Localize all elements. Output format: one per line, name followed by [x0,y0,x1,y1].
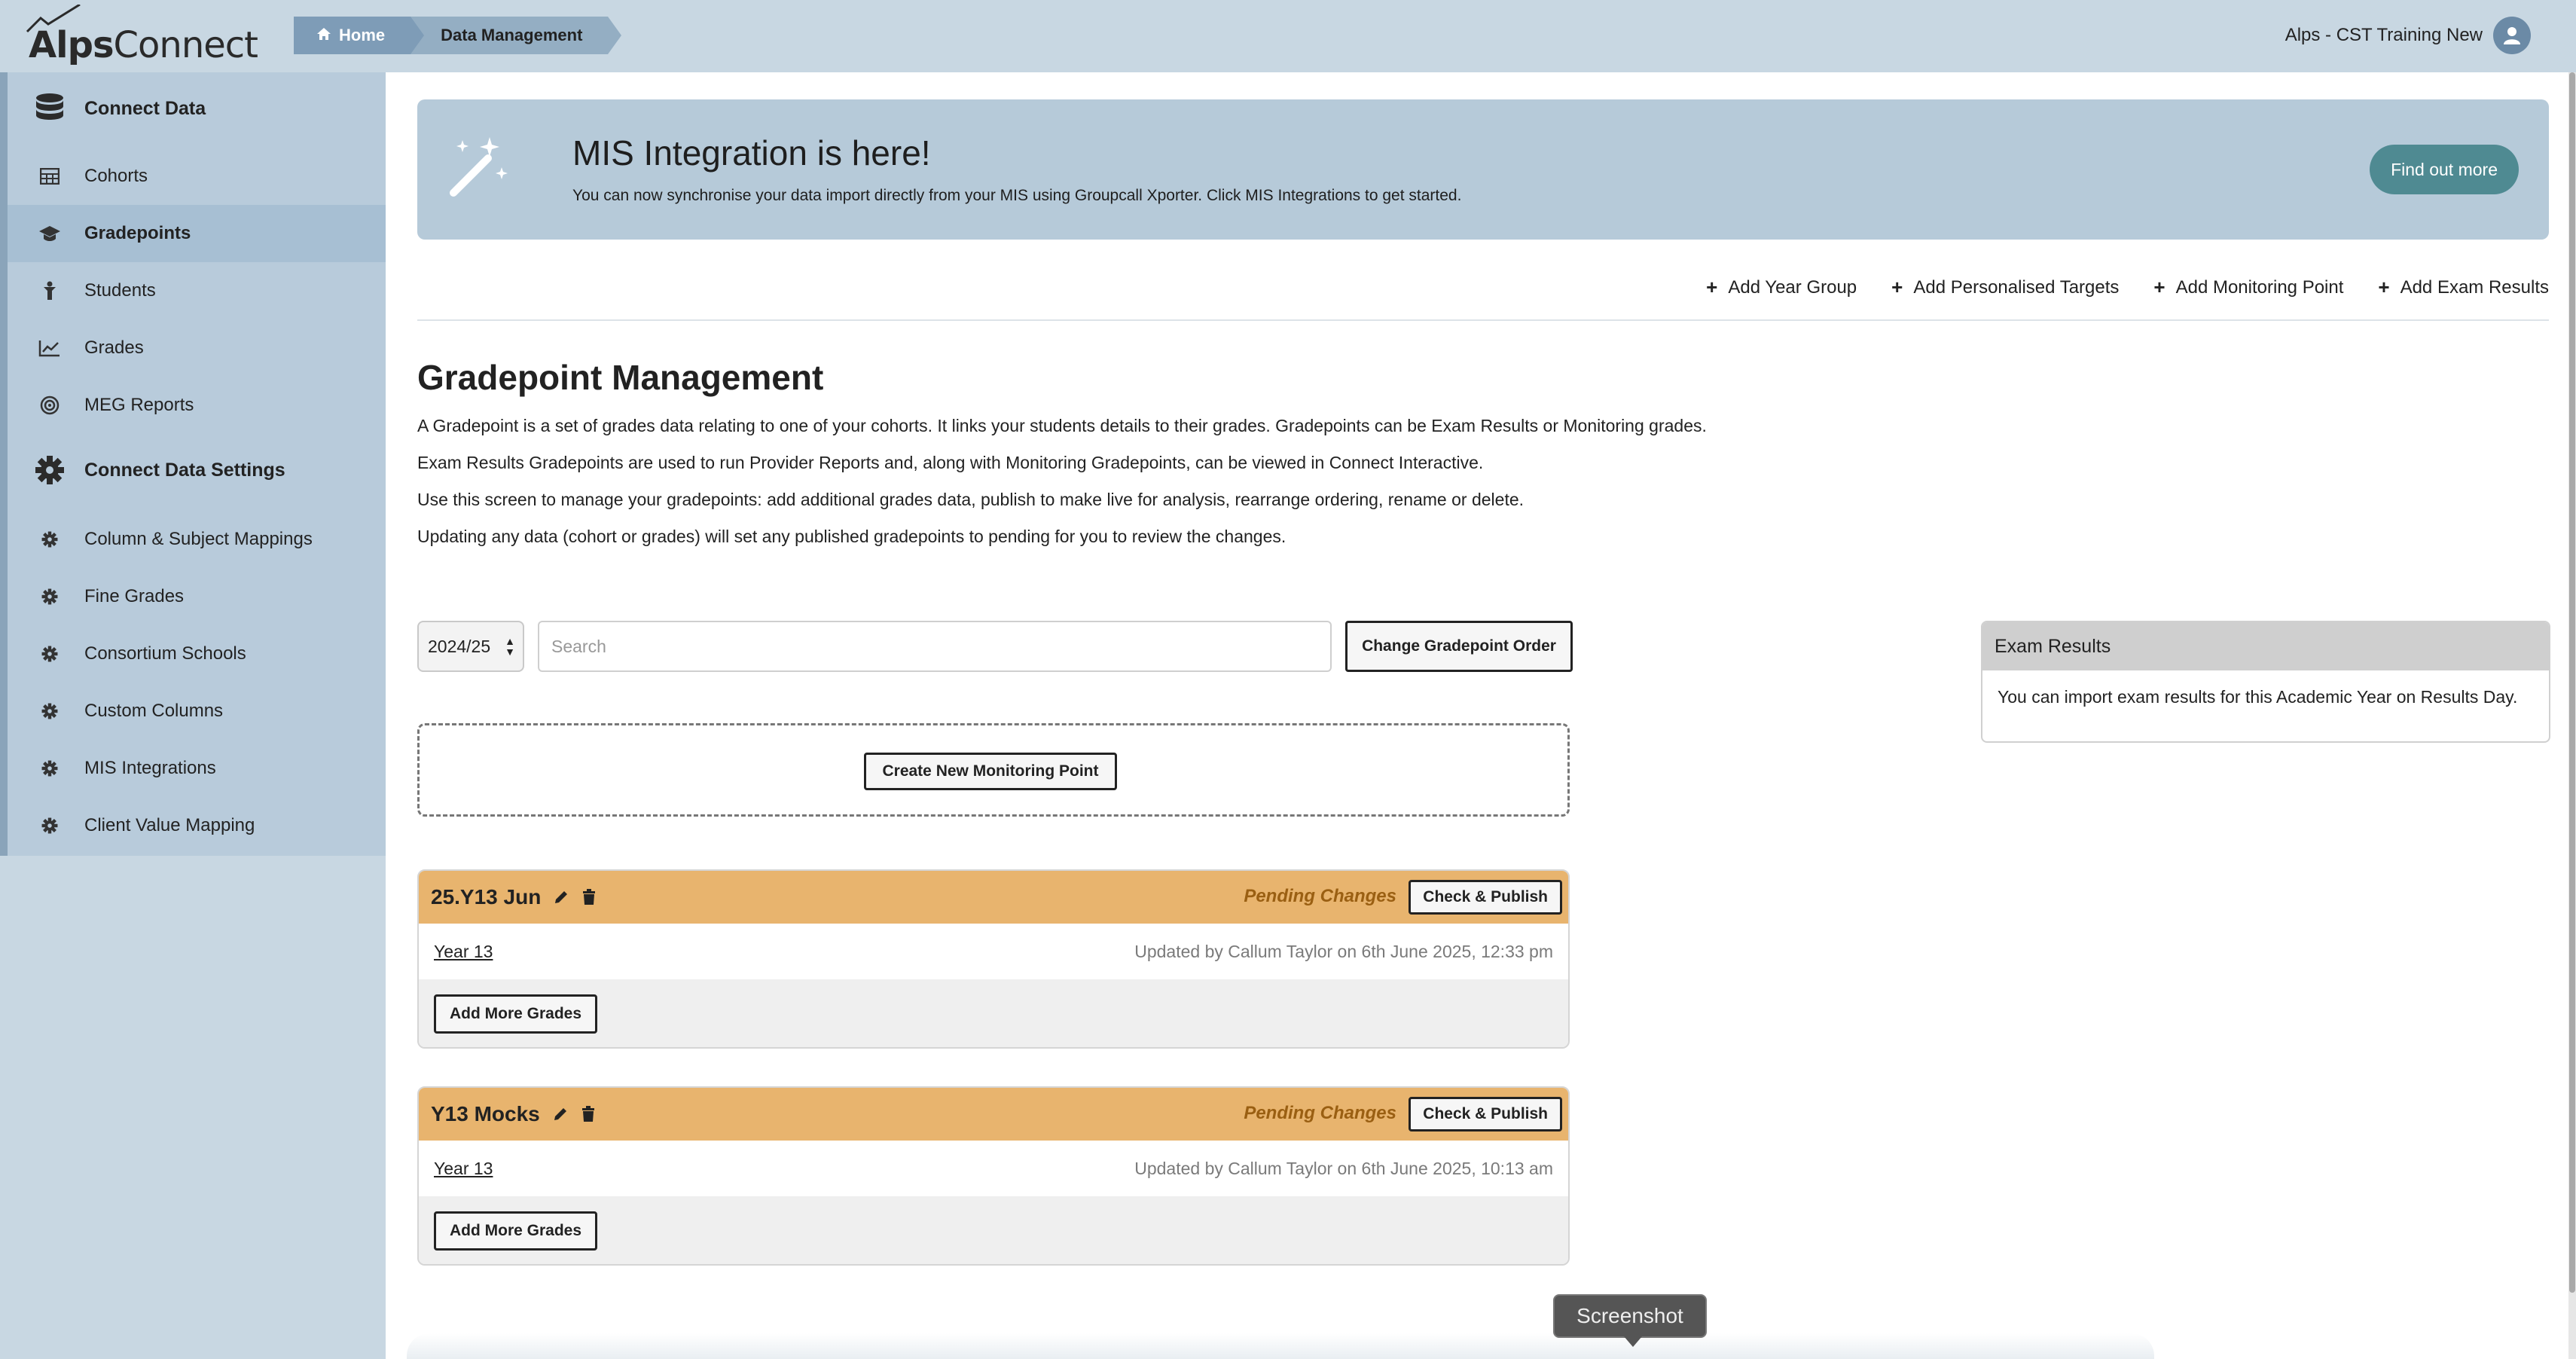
gradepoint-footer [419,979,1568,1049]
gradepoint-controls [417,621,1573,672]
intro-paragraph-1: A Gradepoint is a set of grades data relating to one of your cohorts. It links your students details to their grades. Gradepoints can be Exam Results or Monitoring grades. [417,416,1707,435]
gradepoint-details [419,1141,1568,1196]
change-gradepoint-order-button[interactable]: Change Gradepoint Order [1345,621,1573,672]
gear-icon [33,817,66,834]
find-out-more-button[interactable]: Find out more [2370,145,2519,194]
vertical-scrollbar[interactable] [2568,72,2576,1359]
breadcrumb-home[interactable]: Home [294,17,411,54]
intro-paragraph-4: Updating any data (cohort or grades) will set any published gradepoints to pending for you to review the changes. [417,527,1286,546]
updated-by-text: Updated by Callum Taylor on 6th June 2025, 12:33 pm [1134,941,1553,961]
add-more-grades-button[interactable]: Add More Grades [434,994,597,1034]
sidebar-menu [0,72,386,856]
sidebar-item-students[interactable]: Students [8,262,386,319]
top-bar [0,0,2576,72]
home-icon [316,26,331,45]
exam-results-panel-body: You can import exam results for this Academic Year on Results Day. [1998,687,2518,707]
plus-icon: + [1891,276,1903,298]
gear-icon [33,760,66,777]
sidebar-item-connect-data[interactable]: Connect Data [8,80,386,137]
sidebar [0,72,386,1359]
bottom-dock-shadow [407,1333,2154,1359]
sidebar-item-cohorts[interactable]: Cohorts [8,148,386,205]
sidebar-item-custom-columns[interactable]: Custom Columns [8,683,386,740]
search-input[interactable]: Search [538,621,1332,672]
check-publish-button[interactable]: Check & Publish [1409,880,1562,915]
gear-icon [33,531,66,548]
create-new-monitoring-point-button[interactable]: Create New Monitoring Point [864,753,1117,790]
sidebar-item-client-value-mapping[interactable]: Client Value Mapping [8,797,386,854]
magic-wand-icon [443,133,511,204]
exam-results-panel-title: Exam Results [1982,622,2549,670]
main-content [386,72,2568,1359]
action-bar [1706,276,2549,299]
gradepoint-card [417,1086,1570,1266]
breadcrumb [294,17,608,54]
trash-icon[interactable] [581,1106,596,1122]
user-menu[interactable] [2285,17,2531,54]
add-exam-results-button[interactable]: + Add Exam Results [2378,276,2549,298]
add-personalised-targets-button[interactable]: + Add Personalised Targets [1891,276,2120,298]
plus-icon: + [1706,276,1718,298]
sidebar-item-column-subject-mappings[interactable]: Column & Subject Mappings [8,511,386,568]
plus-icon: + [2378,276,2390,298]
academic-year-select[interactable]: 2024/25 ▲ ▼ [417,621,524,672]
banner-title: MIS Integration is here! [572,133,931,173]
user-avatar-icon[interactable] [2493,17,2531,54]
gear-icon [33,703,66,719]
table-icon [33,168,66,185]
user-name: Alps - CST Training New [2285,25,2483,45]
year-group-link[interactable]: Year 13 [434,941,493,961]
exam-results-panel [1981,621,2550,743]
student-icon [33,281,66,301]
gear-icon [33,646,66,662]
gear-icon [33,455,66,485]
add-monitoring-point-button[interactable]: + Add Monitoring Point [2153,276,2344,298]
gradepoint-card [417,869,1570,1049]
pending-changes-status: Pending Changes [1244,886,1396,906]
check-publish-button[interactable]: Check & Publish [1409,1097,1562,1131]
add-more-grades-button[interactable]: Add More Grades [434,1211,597,1251]
logo-chart-icon [26,5,86,35]
target-icon [33,395,66,415]
gradepoint-header [419,1088,1568,1141]
gear-icon [33,588,66,605]
alps-connect-logo[interactable] [29,6,258,66]
pencil-icon[interactable] [552,1106,569,1122]
scrollbar-thumb[interactable] [2569,72,2575,1293]
gradepoint-footer [419,1196,1568,1266]
select-arrows-icon: ▲ ▼ [505,635,515,658]
create-monitoring-point-area [417,723,1570,817]
gradepoint-header [419,871,1568,924]
intro-paragraph-2: Exam Results Gradepoints are used to run Provider Reports and, along with Monitoring Gradepoints, can be viewed in Connect Interactive. [417,453,1484,472]
line-chart-icon [33,339,66,357]
pencil-icon[interactable] [553,889,569,905]
add-year-group-button[interactable]: + Add Year Group [1706,276,1857,298]
divider [417,319,2549,321]
trash-icon[interactable] [581,889,597,905]
sidebar-item-consortium-schools[interactable]: Consortium Schools [8,625,386,683]
page-title: Gradepoint Management [417,358,824,397]
sidebar-item-fine-grades[interactable]: Fine Grades [8,568,386,625]
gradepoint-details [419,924,1568,979]
banner-description: You can now synchronise your data import directly from your MIS using Groupcall Xporter. Click MIS Integrations to get started. [572,187,1462,204]
database-icon [33,93,66,124]
sidebar-item-grades[interactable]: Grades [8,319,386,377]
plus-icon: + [2153,276,2165,298]
updated-by-text: Updated by Callum Taylor on 6th June 2025, 10:13 am [1134,1158,1553,1178]
sidebar-item-connect-data-settings[interactable]: Connect Data Settings [8,441,386,499]
sidebar-item-mis-integrations[interactable]: MIS Integrations [8,740,386,797]
mis-integration-banner [417,99,2549,240]
screenshot-tooltip: Screenshot [1553,1294,1707,1338]
breadcrumb-data-management[interactable]: Data Management [411,17,608,54]
pending-changes-status: Pending Changes [1244,1103,1396,1123]
sidebar-item-meg-reports[interactable]: MEG Reports [8,377,386,434]
sidebar-item-gradepoints[interactable]: Gradepoints [8,205,386,262]
logo-text: AlpsConnect [29,24,258,66]
intro-paragraph-3: Use this screen to manage your gradepoints: add additional grades data, publish to make live for analysis, rearrange ordering, rename or delete. [417,490,1525,509]
gradepoint-name: Y13 Mocks [431,1102,540,1125]
graduation-cap-icon [33,225,66,242]
year-group-link[interactable]: Year 13 [434,1158,493,1178]
gradepoint-name: 25.Y13 Jun [431,885,542,909]
